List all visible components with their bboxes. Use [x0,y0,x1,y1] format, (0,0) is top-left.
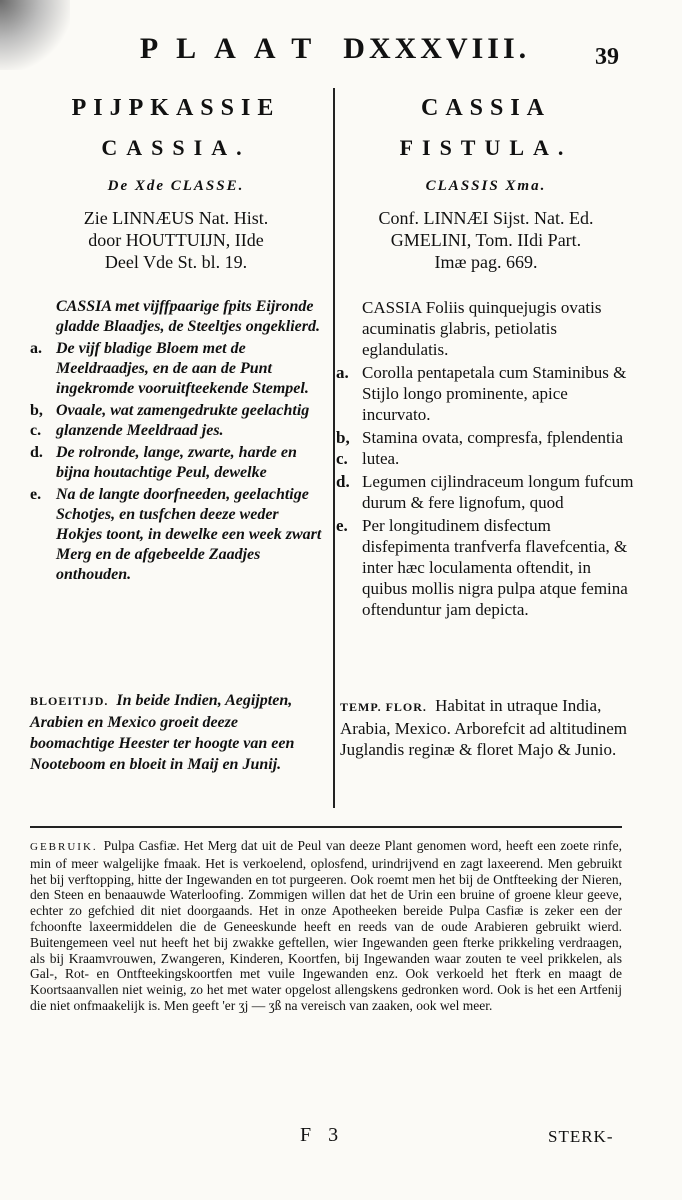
entry-text: Na de langte doorfneeden, geelachtige Schotjes, en tusfchen deeze weder Hokjes toont, in dewelke een week zwart Merg en de afgebeelde Zaadjes onthouden. [56,486,322,583]
page-corner-shadow [0,0,70,70]
description-entry [30,297,322,337]
entry-label: a. [336,363,349,382]
description-entry [336,297,636,360]
entry-label: e. [30,486,42,503]
plate-heading [110,32,560,66]
dutch-flowering [30,690,325,775]
latin-column [336,90,636,622]
reference-line: Conf. LINNÆI Sijst. Nat. Ed. [378,208,594,228]
flowering-text: Habitat in utraque India, Arabia, Mexico. Arborefcit ad altitudinem Juglandis reginæ & floret Majo & Junio. [340,696,628,759]
entry-text: Stamina ovata, compresfa, fplendentia lutea. [362,428,624,468]
dutch-description [30,297,322,585]
entry-label: b, c. [336,428,350,468]
latin-title: CASSIA [420,95,552,121]
entry-label: d. [30,444,43,461]
entry-label: e. [336,516,348,535]
latin-flowering [340,695,636,760]
reference-line: door HOUTTUIJN, IIde [88,230,264,250]
description-entry [336,362,636,425]
dutch-title: PIJPKASSIE [71,95,281,121]
description-entry [30,485,322,585]
latin-class: CLASSIS Xma. [425,178,547,194]
entry-text: Per longitudinem disfectum disfepimenta tranfverfa flavefcentia, & inter hæc loculamenta oftendit, in quibus mollis nigra pulpa atque femina oftenduntur jam depicta. [362,516,628,619]
dutch-class: De Xde CLASSE. [107,178,245,194]
dutch-column [30,90,322,587]
entry-text: CASSIA met vijffpaarige fpits Eijronde gladde Blaadjes, de Steeltjes ongeklierd. [56,298,320,335]
dutch-reference [30,207,322,273]
entry-text: De rolronde, lange, zwarte, harde en bijna houtachtige Peul, dewelke [56,444,297,481]
signature-mark: F 3 [300,1124,345,1146]
page-number: 39 [595,44,619,70]
usage-heading: GEBRUIK. [30,841,98,853]
usage-paragraph [30,838,622,1014]
entry-text: Ovaale, wat zamengedrukte geelachtig glanzende Meeldraad jes. [56,402,310,439]
flowering-text: In beide Indien, Aegijpten, Arabien en Mexico groeit deeze boomachtige Heester ter hoogte van een Nooteboom en bloeit in Maij en Junij. [30,692,295,773]
entry-label [30,297,56,337]
entry-label: a. [30,340,42,357]
dutch-genus: CASSIA. [101,135,251,160]
entry-label [336,297,362,360]
reference-line: GMELINI, Tom. IIdi Part. [390,230,582,250]
entry-text: CASSIA Foliis quinquejugis ovatis acuminatis glabris, petiolatis eglandulatis. [362,298,602,359]
description-entry [30,443,322,483]
description-entry [30,339,322,399]
entry-text: Corolla pentapetala cum Staminibus & Stijlo longo prominente, apice incurvato. [362,363,627,424]
reference-line: Deel Vde St. bl. 19. [104,252,248,272]
entry-label: d. [336,472,350,491]
plate-word: PLAAT [139,32,330,65]
description-entry [30,401,322,441]
latin-reference [336,207,636,273]
flowering-heading: BLOEITIJD. [30,694,109,708]
latin-species: FISTULA. [399,135,573,160]
flowering-heading: TEMP. FLOR. [340,700,427,714]
entry-label: b, c. [30,402,43,439]
reference-line: Imæ pag. 669. [434,252,538,272]
description-entry [336,427,636,469]
usage-text: Pulpa Casfiæ. Het Merg dat uit de Peul van deeze Plant genomen word, heeft een zoete rinfe, min of meer walgelijke fmaak. Het is verkoelend, oplosfend, urindrijvend en zagt laxeerend. Men gebruikt het bij verftopping, hitte der Ingewanden en tot purgeeren. Ook roemt men het bij de Ontfteeking der Nieren, den Steen en benaauwde Waterloofing. Zommigen willen dat het de Urin een bruine of groene kleur geeve, echter zo gefchied dit niet doorgaands. Het in onze Apotheeken bereide Pulpa Casfiæ is zeker een der fchoonfte laxeermiddelen die de Geneeskunde heeft en reeds van de oude Arabieren gebruikt wierd. Buitengemeen veel nut heeft het bij zwakke geftellen, wier Ingewanden geen fterke prikkeling verdraagen, als bij Kraamvrouwen, Zwangeren, Kinderen, Koortfen, bij Ingewanden waar zouten te veel prikkelen, als Gal-, Rot- en Ontfteekingskoortfen met vuile Ingewanden enz. Ook verkoeld het fterk en maagt de Koortsaanvallen niet weinig, zo het met water opgelost allengskens gedronken word. Ook is het een Artfenij die niet onfmaakelijk is. Men geeft 'er ʒj — ʒß na vereisch van zaaken, ook wel meer. [30,838,622,1013]
column-divider [333,88,335,808]
reference-line: Zie LINNÆUS Nat. Hist. [83,208,269,228]
entry-text: De vijf bladige Bloem met de Meeldraadjes, en de aan de Punt ingekromde vooruitfteekende Stempel. [56,340,309,397]
entry-text: Legumen cijlindraceum longum fufcum durum & fere lignofum, quod [362,472,634,512]
catchword: STERK- [548,1127,614,1146]
section-rule [30,826,622,828]
description-entry [336,515,636,620]
latin-description [336,297,636,620]
description-entry [336,471,636,513]
plate-numeral: DXXXVIII. [343,32,531,65]
